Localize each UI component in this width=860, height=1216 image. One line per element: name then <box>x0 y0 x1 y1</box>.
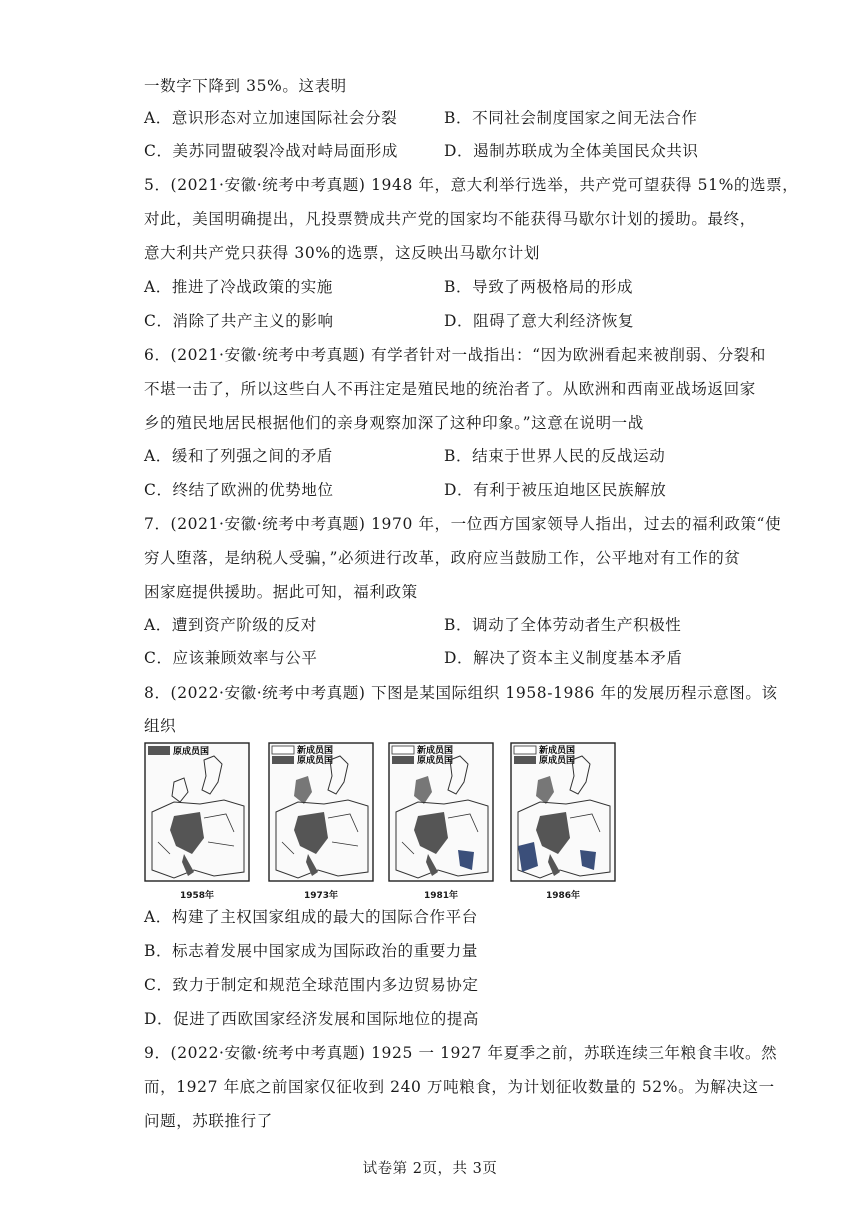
q5-option-d: D．阻碍了意大利经济恢复 <box>444 312 635 330</box>
q5-stem-line: 意大利共产党只获得 30%的选票，这反映出马歇尔计划 <box>144 244 540 262</box>
q6-stem-line: 乡的殖民地居民根据他们的亲身观察加深了这种印象。”这意在说明一战 <box>144 414 644 432</box>
q6-option-c: C．终结了欧洲的优势地位 <box>144 481 334 499</box>
legend-label: 原成员国 <box>297 756 334 766</box>
q8-option-a: A．构建了主权国家组成的最大的国际合作平台 <box>144 908 478 926</box>
europe-map-image <box>388 742 494 882</box>
page-footer: 试卷第 2页，共 3页 <box>362 1161 498 1177</box>
q5-option-c: C．消除了共产主义的影响 <box>144 312 334 330</box>
q7-option-d: D．解决了资本主义制度基本矛盾 <box>444 649 683 667</box>
q8-option-c: C．致力于制定和规范全球范围内多边贸易协定 <box>144 976 479 994</box>
q7-stem-line: 7．(2021·安徽·统考中考真题) 1970 年，一位西方国家领导人指出，过去的福利政策“使 <box>144 515 782 533</box>
question-4-stem-end: 一数字下降到 35%。这表明 <box>144 77 347 95</box>
q8-stem-line: 组织 <box>144 717 177 735</box>
map-1981 <box>388 742 494 901</box>
q6-option-b: B．结束于世界人民的反战运动 <box>444 447 666 465</box>
q7-stem-line: 困家庭提供援助。据此可知，福利政策 <box>144 583 418 601</box>
legend-label: 原成员国 <box>417 756 454 766</box>
legend-label: 新成员国 <box>297 746 334 756</box>
q5-stem-line: 5．(2021·安徽·统考中考真题) 1948 年，意大利举行选举，共产党可望获得 51%的选票， <box>144 176 799 194</box>
legend-label: 原成员国 <box>539 756 576 766</box>
q8-option-b: B．标志着发展中国家成为国际政治的重要力量 <box>144 942 478 960</box>
q8-stem-line: 8．(2022·安徽·统考中考真题) 下图是某国际组织 1958-1986 年的发展历程示意图。该 <box>144 684 778 702</box>
q7-stem-line: 穷人堕落，是纳税人受骗，”必须进行改革，政府应当鼓励工作，公平地对有工作的贫 <box>144 549 741 567</box>
map-1986 <box>510 742 616 901</box>
q4-option-b: B．不同社会制度国家之间无法合作 <box>444 109 698 127</box>
map-year-label: 1973年 <box>303 891 339 901</box>
q9-stem-line: 而，1927 年底之前国家仅征收到 240 万吨粮食，为计划征收数量的 52%。为解决这一 <box>144 1078 775 1096</box>
map-1973 <box>268 742 374 901</box>
q6-stem-line: 不堪一击了，所以这些白人不再注定是殖民地的统治者了。从欧洲和西南亚战场返回家 <box>144 380 756 398</box>
q7-option-c: C．应该兼顾效率与公平 <box>144 649 318 667</box>
legend-label: 原成员国 <box>173 747 210 757</box>
map-year-label: 1958年 <box>179 891 215 901</box>
legend-label: 新成员国 <box>539 746 576 756</box>
europe-map-image <box>510 742 616 882</box>
q4-option-a: A．意识形态对立加速国际社会分裂 <box>144 109 398 127</box>
europe-map-image <box>268 742 374 882</box>
q8-option-d: D．促进了西欧国家经济发展和国际地位的提高 <box>144 1010 480 1028</box>
europe-map-image <box>144 742 250 882</box>
map-year-label: 1986年 <box>545 891 581 901</box>
q6-stem-line: 6．(2021·安徽·统考中考真题) 有学者针对一战指出：“因为欧洲看起来被削弱、分裂和 <box>144 346 767 364</box>
map-year-label: 1981年 <box>423 891 459 901</box>
q7-option-b: B．调动了全体劳动者生产积极性 <box>444 616 682 634</box>
q5-option-a: A．推进了冷战政策的实施 <box>144 278 333 296</box>
q4-option-c: C．美苏同盟破裂冷战对峙局面形成 <box>144 142 398 160</box>
map-1958 <box>144 742 250 901</box>
q4-option-d: D．遏制苏联成为全体美国民众共识 <box>444 142 699 160</box>
legend-label: 新成员国 <box>417 746 454 756</box>
q9-stem-line: 9．(2022·安徽·统考中考真题) 1925 一 1927 年夏季之前，苏联连续三年粮食丰收。然 <box>144 1044 778 1062</box>
q9-stem-line: 问题，苏联推行了 <box>144 1112 273 1130</box>
q7-option-a: A．遭到资产阶级的反对 <box>144 616 317 634</box>
q6-option-d: D．有利于被压迫地区民族解放 <box>444 481 667 499</box>
q6-option-a: A．缓和了列强之间的矛盾 <box>144 447 333 465</box>
q5-stem-line: 对此，美国明确提出，凡投票赞成共产党的国家均不能获得马歇尔计划的援助。最终， <box>144 210 756 228</box>
q5-option-b: B．导致了两极格局的形成 <box>444 278 634 296</box>
